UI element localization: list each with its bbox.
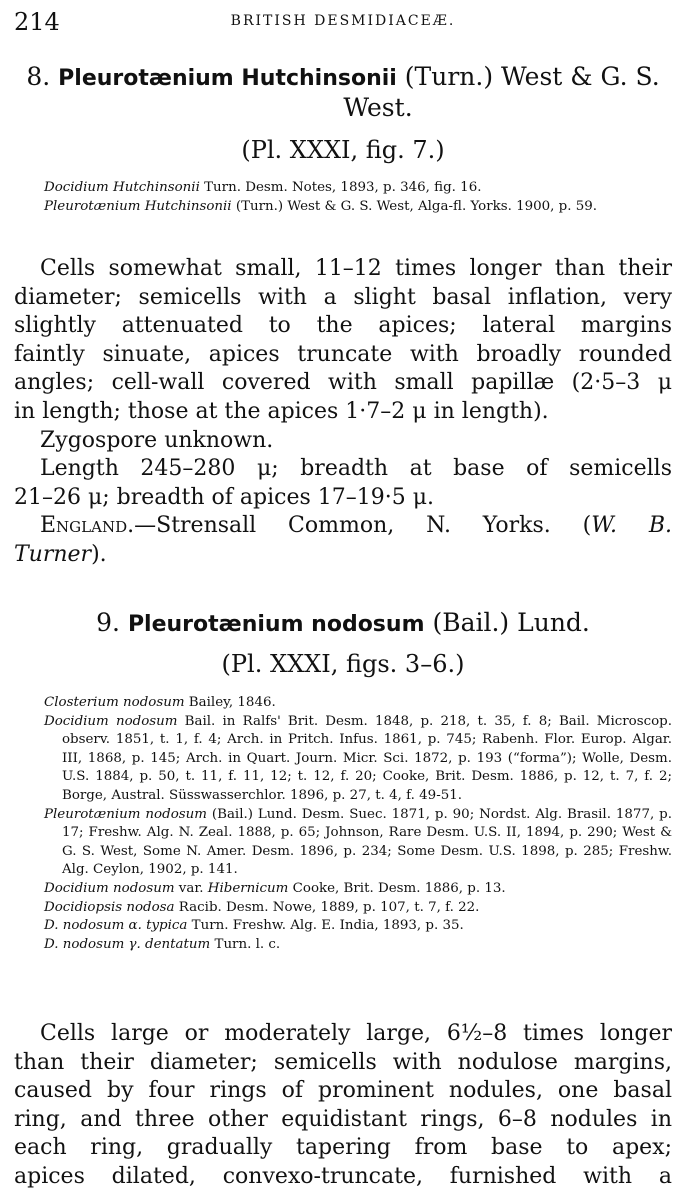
running-title: BRITISH DESMIDIACEÆ.	[230, 13, 456, 29]
description-line: apices dilated, convexo-truncate, furnished with a	[14, 1163, 672, 1189]
synonym-entry: Pleurotænium nodosum (Bail.) Lund. Desm. Suec. 1871, p. 90; Nordst. Alg. Brasil. 1877, p. 17; Freshw. Alg. N. Zeal. 1888, p. 65; Johnson, Rare Desm. U.S. II, 1894, p. 290; West & G. S. West, Some N. Amer. Desm. 1896, p. 234; Some Desm. U.S. 1898, p. 285; Freshw. Alg. Ceylon, 1902, p. 141.	[44, 806, 672, 878]
species-8-plate-ref: (Pl. XXXI, fig. 7.)	[241, 136, 445, 164]
species-8-title	[14, 62, 672, 122]
description-line: in length; those at the apices 1·7–2 μ in length).	[14, 398, 549, 424]
description-line: slightly attenuated to the apices; lateral margins	[14, 313, 672, 339]
species-8-authority: (Turn.) West & G. S.	[404, 62, 660, 91]
running-head	[14, 8, 672, 38]
species-8-name: Pleurotænium Hutchinsonii	[58, 66, 397, 91]
species-9-description	[14, 1020, 672, 1192]
measurements-cont: 21–26 μ; breadth of apices 17–19·5 μ.	[14, 484, 435, 510]
species-8-description	[14, 255, 672, 570]
synonym-entry: Docidium Hutchinsonii Turn. Desm. Notes, 1893, p. 346, fig. 16.	[44, 180, 482, 195]
page-number: 214	[14, 8, 60, 36]
species-8-authority-cont: West.	[343, 93, 413, 122]
species-9-authority: (Bail.) Lund.	[432, 608, 590, 637]
description-line: Cells large or moderately large, 6½–8 times longer	[40, 1021, 672, 1046]
description-line: caused by four rings of prominent nodules, one basal	[14, 1078, 672, 1104]
measurements: Length 245–280 μ; breadth at base of semicells	[40, 456, 672, 482]
species-9-title	[14, 608, 672, 639]
species-9-number: 9.	[96, 608, 120, 637]
species-9-name: Pleurotænium nodosum	[127, 612, 425, 637]
synonym-entry: Docidiopsis nodosa Racib. Desm. Nowe, 1889, p. 107, t. 7, f. 22.	[44, 899, 480, 915]
synonym-entry: D. nodosum α. typica Turn. Freshw. Alg. E. India, 1893, p. 35.	[44, 918, 464, 934]
species-8-synonyms	[14, 179, 642, 216]
locality: England.—Strensall Common, N. Yorks. (W. B.	[40, 513, 672, 539]
description-line: diameter; semicells with a slight basal inflation, very	[14, 284, 672, 310]
synonym-entry: Closterium nodosum Bailey, 1846.	[44, 695, 276, 710]
synonym-entry: Docidium nodosum Bail. in Ralfs' Brit. Desm. 1848, p. 218, t. 35, f. 8; Bail. Microscop. observ. 1851, t. 1, f. 4; Arch. in Pritch. Infus. 1861, p. 745; Rabenh. Flor. Europ. Algar. III, 1868, p. 145; Arch. in Quart. Journ. Micr. Sci. 1872, p. 193 (“forma”); Wolle, Desm. U.S. 1884, p. 50, t. 11, f. 11, 12; t. 12, f. 20; Cooke, Brit. Desm. 1886, p. 12, t. 7, f. 2; Borge, Austral. Süsswasserchlor. 1896, p. 27, t. 4, f. 49-51.	[44, 713, 673, 803]
species-9-plate-ref: (Pl. XXXI, figs. 3–6.)	[221, 650, 465, 678]
description-line: faintly sinuate, apices truncate with broadly rounded	[14, 341, 672, 367]
document-page	[14, 0, 672, 1200]
description-line: angles; cell-wall covered with small papillæ (2·5–3 μ	[14, 370, 672, 396]
description-line: Cells somewhat small, 11–12 times longer than their	[40, 256, 672, 281]
description-line: ring, and three other equidistant rings, 6–8 nodules in	[14, 1106, 672, 1132]
synonym-entry: Pleurotænium Hutchinsonii (Turn.) West & G. S. West, Alga-fl. Yorks. 1900, p. 59.	[44, 198, 598, 214]
description-line: than their diameter; semicells with nodulose margins,	[14, 1049, 672, 1075]
species-8-number: 8.	[26, 62, 51, 91]
synonym-entry: D. nodosum γ. dentatum Turn. l. c.	[44, 936, 281, 952]
locality-cont: Turner).	[14, 541, 107, 567]
species-9-synonyms	[14, 694, 672, 954]
zygospore-note: Zygospore unknown.	[40, 427, 274, 453]
description-line: each ring, gradually tapering from base to apex;	[14, 1135, 672, 1161]
synonym-entry: Docidium nodosum var. Hibernicum Cooke, Brit. Desm. 1886, p. 13.	[44, 880, 506, 896]
